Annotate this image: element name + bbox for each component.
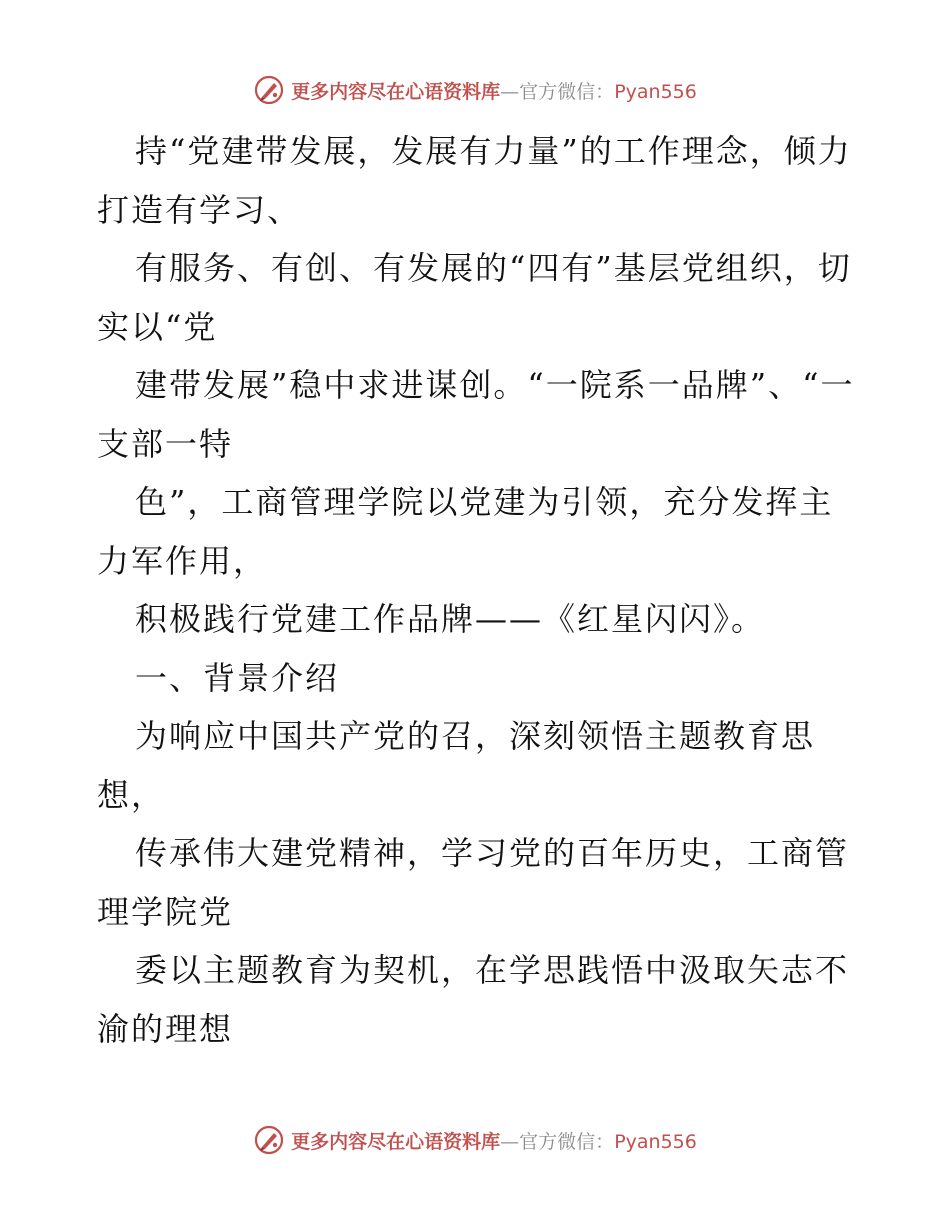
paragraph: 持“党建带发展，发展有力量”的工作理念，倾力打造有学习、 — [97, 132, 852, 229]
watermark-label: 官方微信： — [519, 1130, 615, 1153]
pen-circle-logo-icon — [253, 74, 285, 106]
paragraph: 建带发展”稳中求进谋创。“一院系一品牌”、“一支部一特 — [97, 366, 855, 463]
watermark-text — [291, 77, 697, 104]
watermark-site: 更多内容尽在心语资料库 — [291, 80, 501, 103]
watermark-id: Pyan556 — [614, 1130, 697, 1153]
footer-watermark — [0, 1122, 950, 1158]
watermark-site: 更多内容尽在心语资料库 — [291, 1130, 501, 1153]
document-body — [97, 122, 857, 1058]
paragraph: 有服务、有创、有发展的“四有”基层党组织，切实以“党 — [97, 249, 852, 346]
paragraph: 积极践行党建工作品牌——《红星闪闪》。 — [135, 600, 766, 638]
paragraph: 委以主题教育为契机，在学思践悟中汲取矢志不渝的理想 — [97, 951, 850, 1048]
watermark-label: 官方微信： — [519, 80, 615, 103]
watermark-text — [291, 1127, 697, 1154]
header-watermark — [0, 72, 950, 108]
paragraph: 为响应中国共产党的召，深刻领悟主题教育思想， — [97, 717, 816, 814]
watermark-dash: — — [500, 1130, 520, 1153]
watermark-id: Pyan556 — [614, 80, 697, 103]
paragraph: 传承伟大建党精神，学习党的百年历史，工商管理学院党 — [97, 834, 850, 931]
section-heading: 一、背景介绍 — [135, 658, 340, 697]
pen-circle-logo-icon — [253, 1124, 285, 1156]
paragraph: 色”，工商管理学院以党建为引领，充分发挥主力军作用， — [97, 483, 834, 580]
watermark-dash: — — [500, 80, 520, 103]
